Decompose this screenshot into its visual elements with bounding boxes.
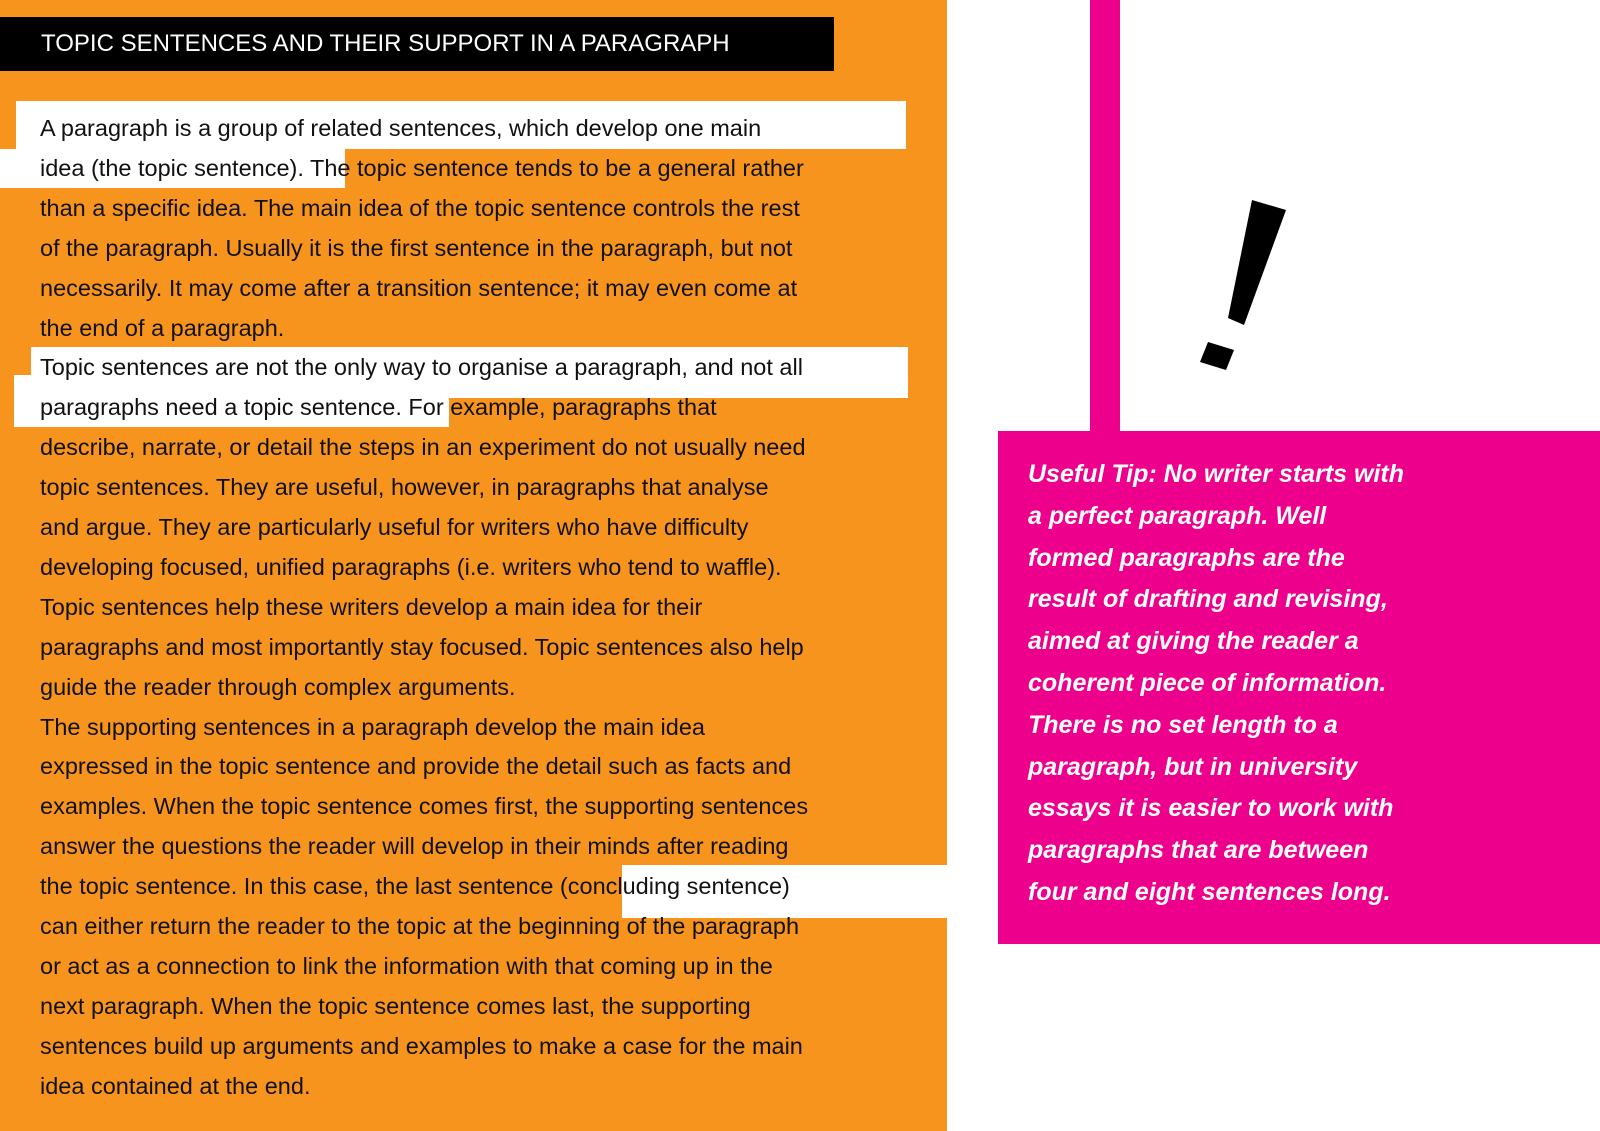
title-bar: [0, 17, 834, 71]
body-text-line: the end of a paragraph.: [40, 314, 285, 341]
body-text-line: A paragraph is a group of related sentences, which develop one main: [40, 115, 762, 141]
body-text-line: answer the questions the reader will develop in their minds after reading: [40, 833, 789, 860]
body-text-line: topic sentences. They are useful, however, in paragraphs that analyse: [40, 474, 769, 501]
body-text-line: expressed in the topic sentence and provide the detail such as facts and: [40, 753, 792, 780]
body-text-line: Topic sentences help these writers develop a main idea for their: [40, 593, 703, 620]
body-text-line: Topic sentences are not the only way to organise a paragraph, and not all: [40, 354, 803, 381]
body-text-line: idea (the topic sentence). The topic sentence tends to be a general rather: [40, 154, 804, 181]
body-text-line: The supporting sentences in a paragraph develop the main idea: [40, 713, 705, 740]
body-text-line: next paragraph. When the topic sentence comes last, the supporting: [40, 992, 751, 1019]
tip-text-line: aimed at giving the reader a: [1028, 627, 1359, 656]
tip-text-line: Useful Tip: No writer starts with: [1028, 460, 1404, 488]
body-text-line: developing focused, unified paragraphs (i.e. writers who tend to waffle).: [40, 553, 782, 580]
tip-text-line: four and eight sentences long.: [1028, 878, 1391, 906]
page-title: TOPIC SENTENCES AND THEIR SUPPORT IN A PARAGRAPH: [41, 30, 730, 57]
tip-text-line: There is no set length to a: [1028, 710, 1338, 739]
body-text-line: paragraphs and most importantly stay focused. Topic sentences also help: [40, 633, 804, 660]
body-text-line: idea contained at the end.: [40, 1072, 311, 1099]
exclamation-icon: [1200, 200, 1330, 380]
body-text-line: can either return the reader to the topic at the beginning of the paragraph: [40, 913, 800, 939]
tip-text-line: paragraph, but in university: [1028, 752, 1358, 781]
body-text-line: the topic sentence. In this case, the last sentence (concluding sentence): [40, 873, 790, 900]
body-text-line: examples. When the topic sentence comes first, the supporting sentences: [40, 793, 809, 820]
body-text-line: guide the reader through complex arguments.: [40, 673, 516, 700]
body-text-line: or act as a connection to link the information with that coming up in the: [40, 952, 773, 979]
tip-text-line: a perfect paragraph. Well: [1028, 501, 1327, 530]
tip-text-line: result of drafting and revising,: [1028, 585, 1388, 614]
tip-connector-bar: [1090, 0, 1120, 431]
body-text-line: sentences build up arguments and examples to make a case for the main: [40, 1032, 803, 1059]
body-text-line: and argue. They are particularly useful for writers who have difficulty: [40, 514, 749, 540]
tip-text-line: coherent piece of information.: [1028, 669, 1387, 697]
body-text-line: than a specific idea. The main idea of the topic sentence controls the rest: [40, 194, 800, 221]
tip-text-line: paragraphs that are between: [1028, 836, 1369, 865]
tip-text-line: formed paragraphs are the: [1028, 543, 1345, 572]
body-text-line: of the paragraph. Usually it is the first sentence in the paragraph, but not: [40, 234, 793, 261]
tip-text-line: essays it is easier to work with: [1028, 794, 1394, 823]
body-text-line: necessarily. It may come after a transition sentence; it may even come at: [40, 274, 798, 301]
body-text-line: paragraphs need a topic sentence. For example, paragraphs that: [40, 394, 717, 421]
body-text-line: describe, narrate, or detail the steps in an experiment do not usually need: [40, 434, 806, 461]
